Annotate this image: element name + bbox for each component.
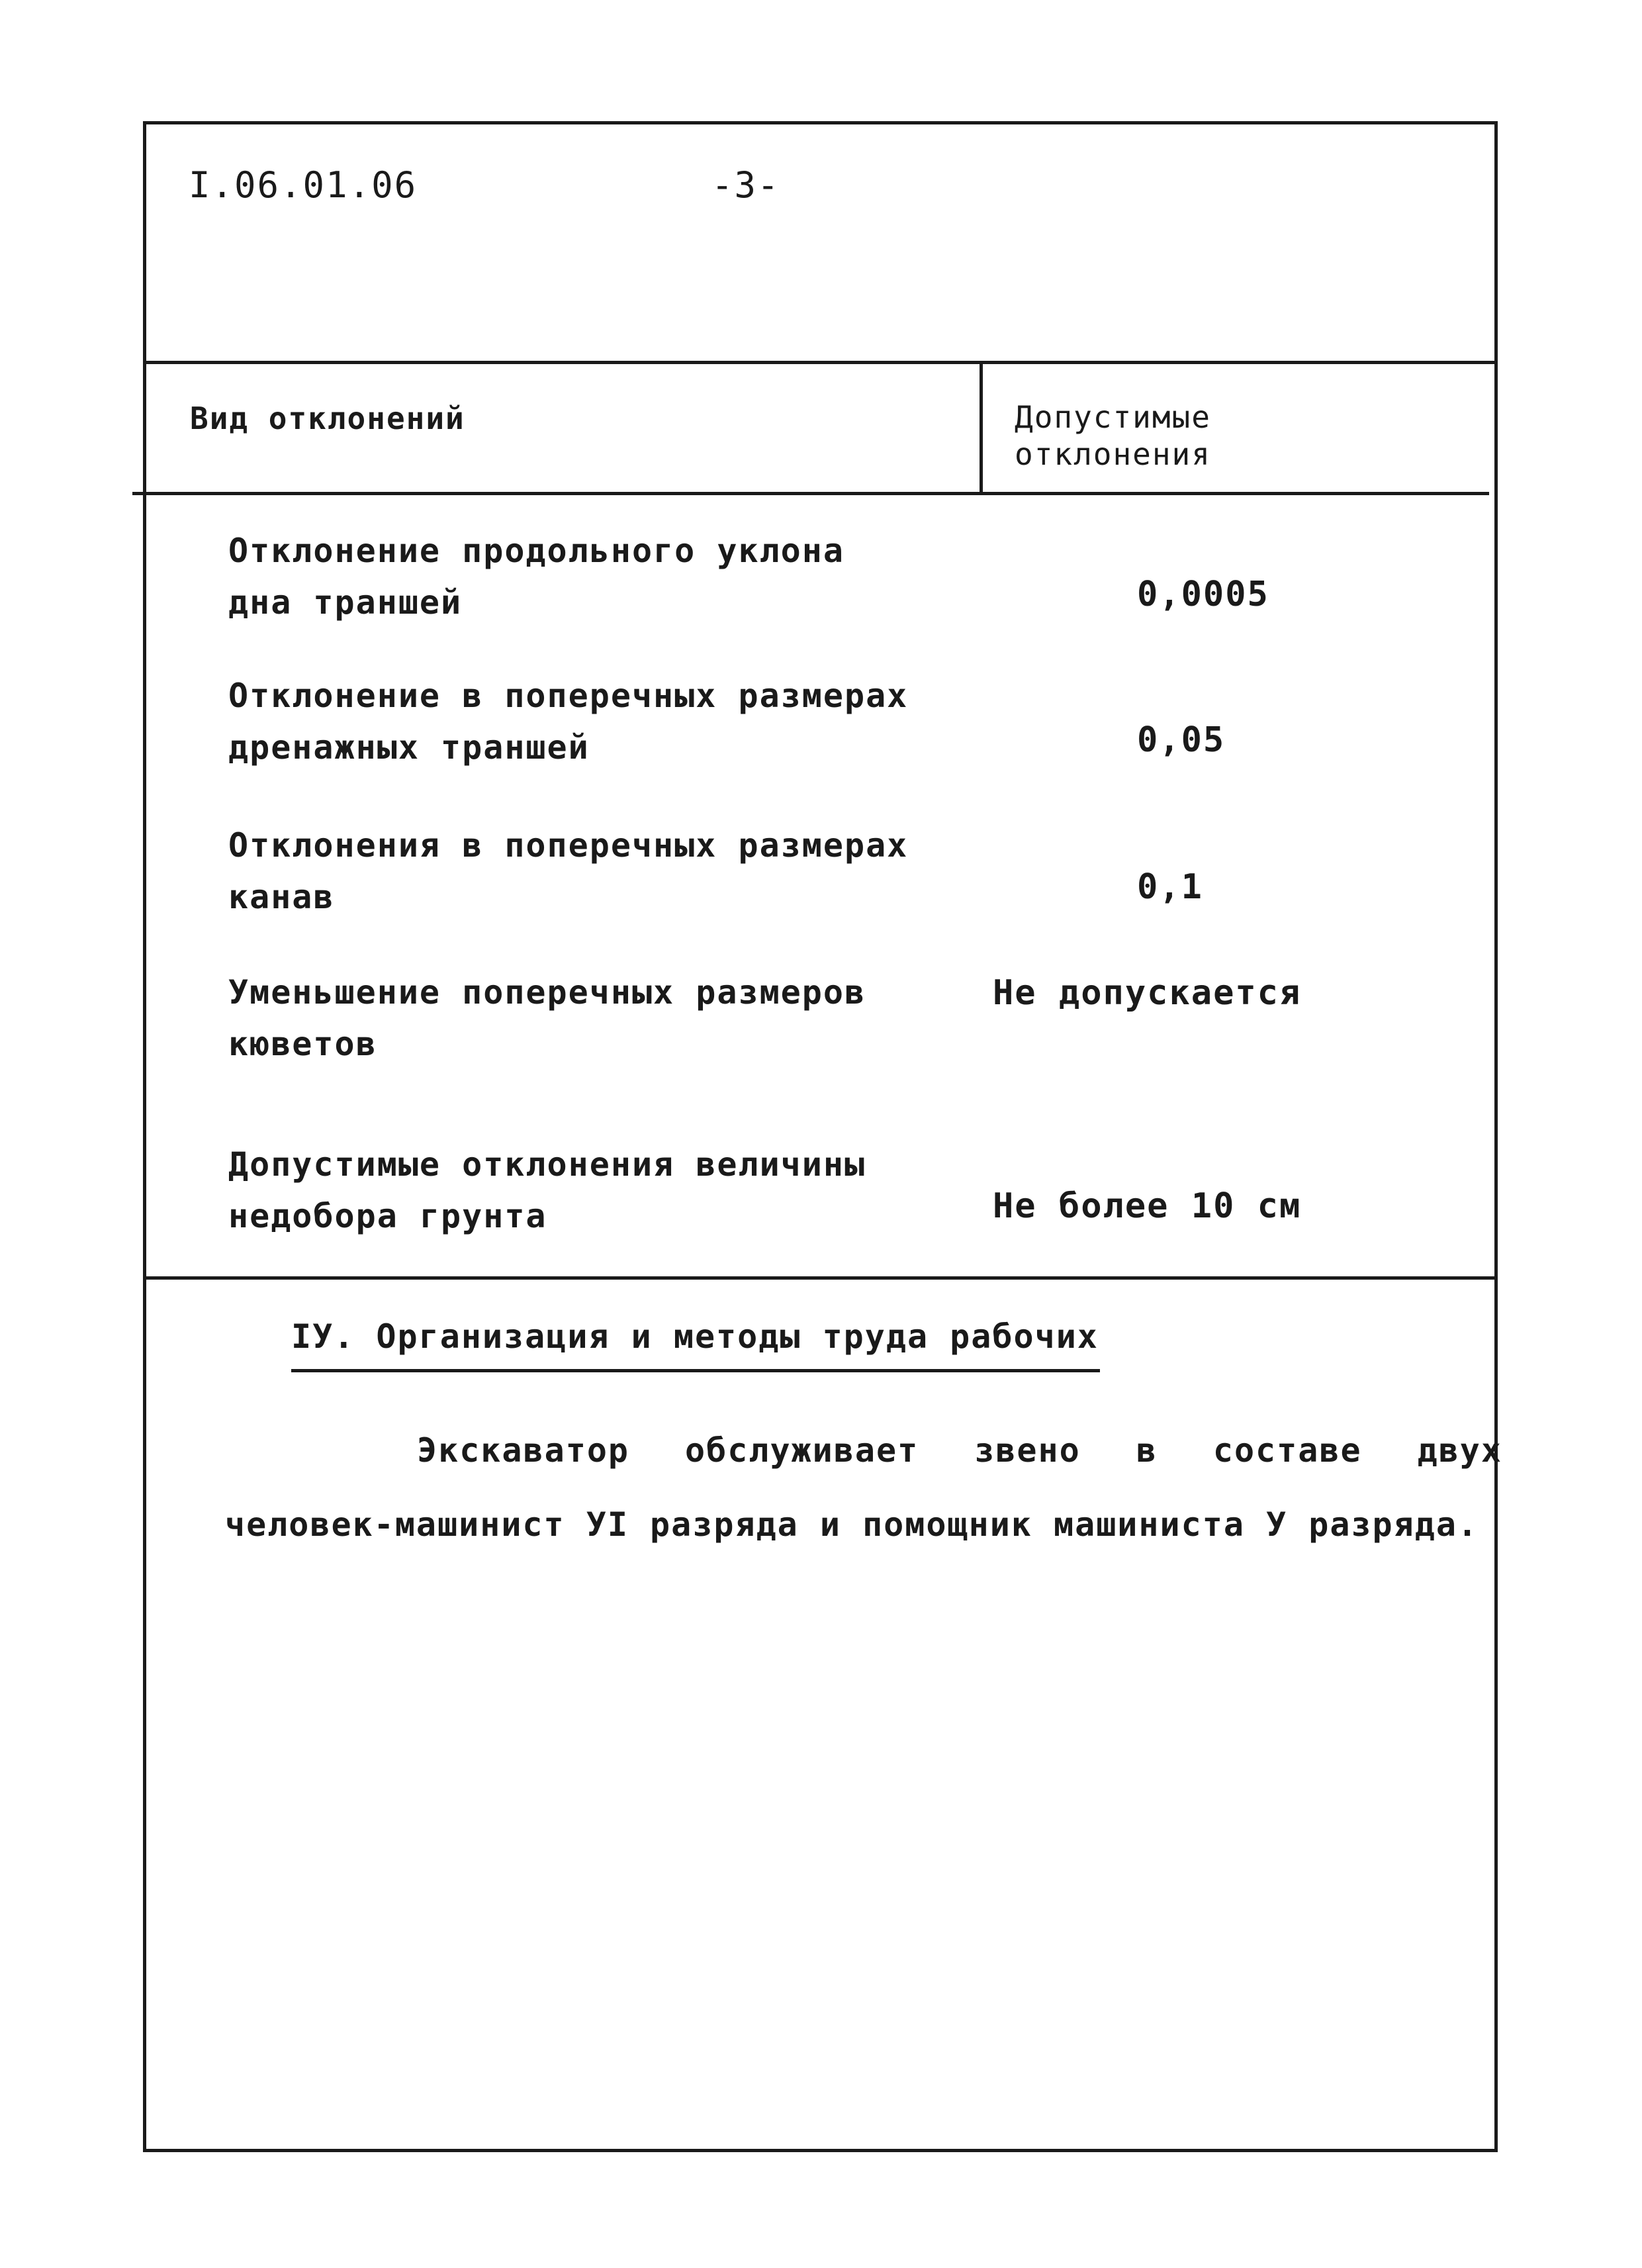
- table-row-value: Не более 10 см: [993, 1186, 1302, 1226]
- table-row-value: 0,1: [1137, 867, 1203, 907]
- section-title-underline: [291, 1369, 1100, 1372]
- table-top-rule: [143, 361, 1498, 364]
- table-bottom-rule: [143, 1276, 1498, 1280]
- table-row-label: Допустимые отклонения величины недобора грунта: [228, 1145, 866, 1235]
- table-row-label: Отклонение продольного уклона дна траншей: [228, 532, 844, 622]
- section-paragraph: Экскаватор обслуживает звено в составе двух человек-машинист УI разряда и помощник машиниста У разряда.: [225, 1431, 1502, 1544]
- table-header-rule: [132, 492, 1489, 495]
- table-column-divider: [980, 361, 983, 495]
- table-row-value: Не допускается: [993, 973, 1302, 1013]
- table-row-value: 0,0005: [1137, 575, 1269, 614]
- table-row-label: Отклонение в поперечных размерах дренажных траншей: [228, 677, 909, 767]
- table-row-value: 0,05: [1137, 720, 1226, 760]
- table-row-label: Отклонения в поперечных размерах канав: [228, 826, 909, 916]
- table-row-label: Уменьшение поперечных размеров кюветов: [228, 973, 866, 1063]
- page-number: -3-: [711, 164, 780, 206]
- document-code: I.06.01.06: [189, 164, 418, 206]
- column-header-deviation-type: Вид отклонений: [190, 401, 465, 436]
- section-title: IУ. Организация и методы труда рабочих: [291, 1317, 1099, 1356]
- column-header-allowed-deviation: Допустимые отклонения: [1015, 399, 1211, 472]
